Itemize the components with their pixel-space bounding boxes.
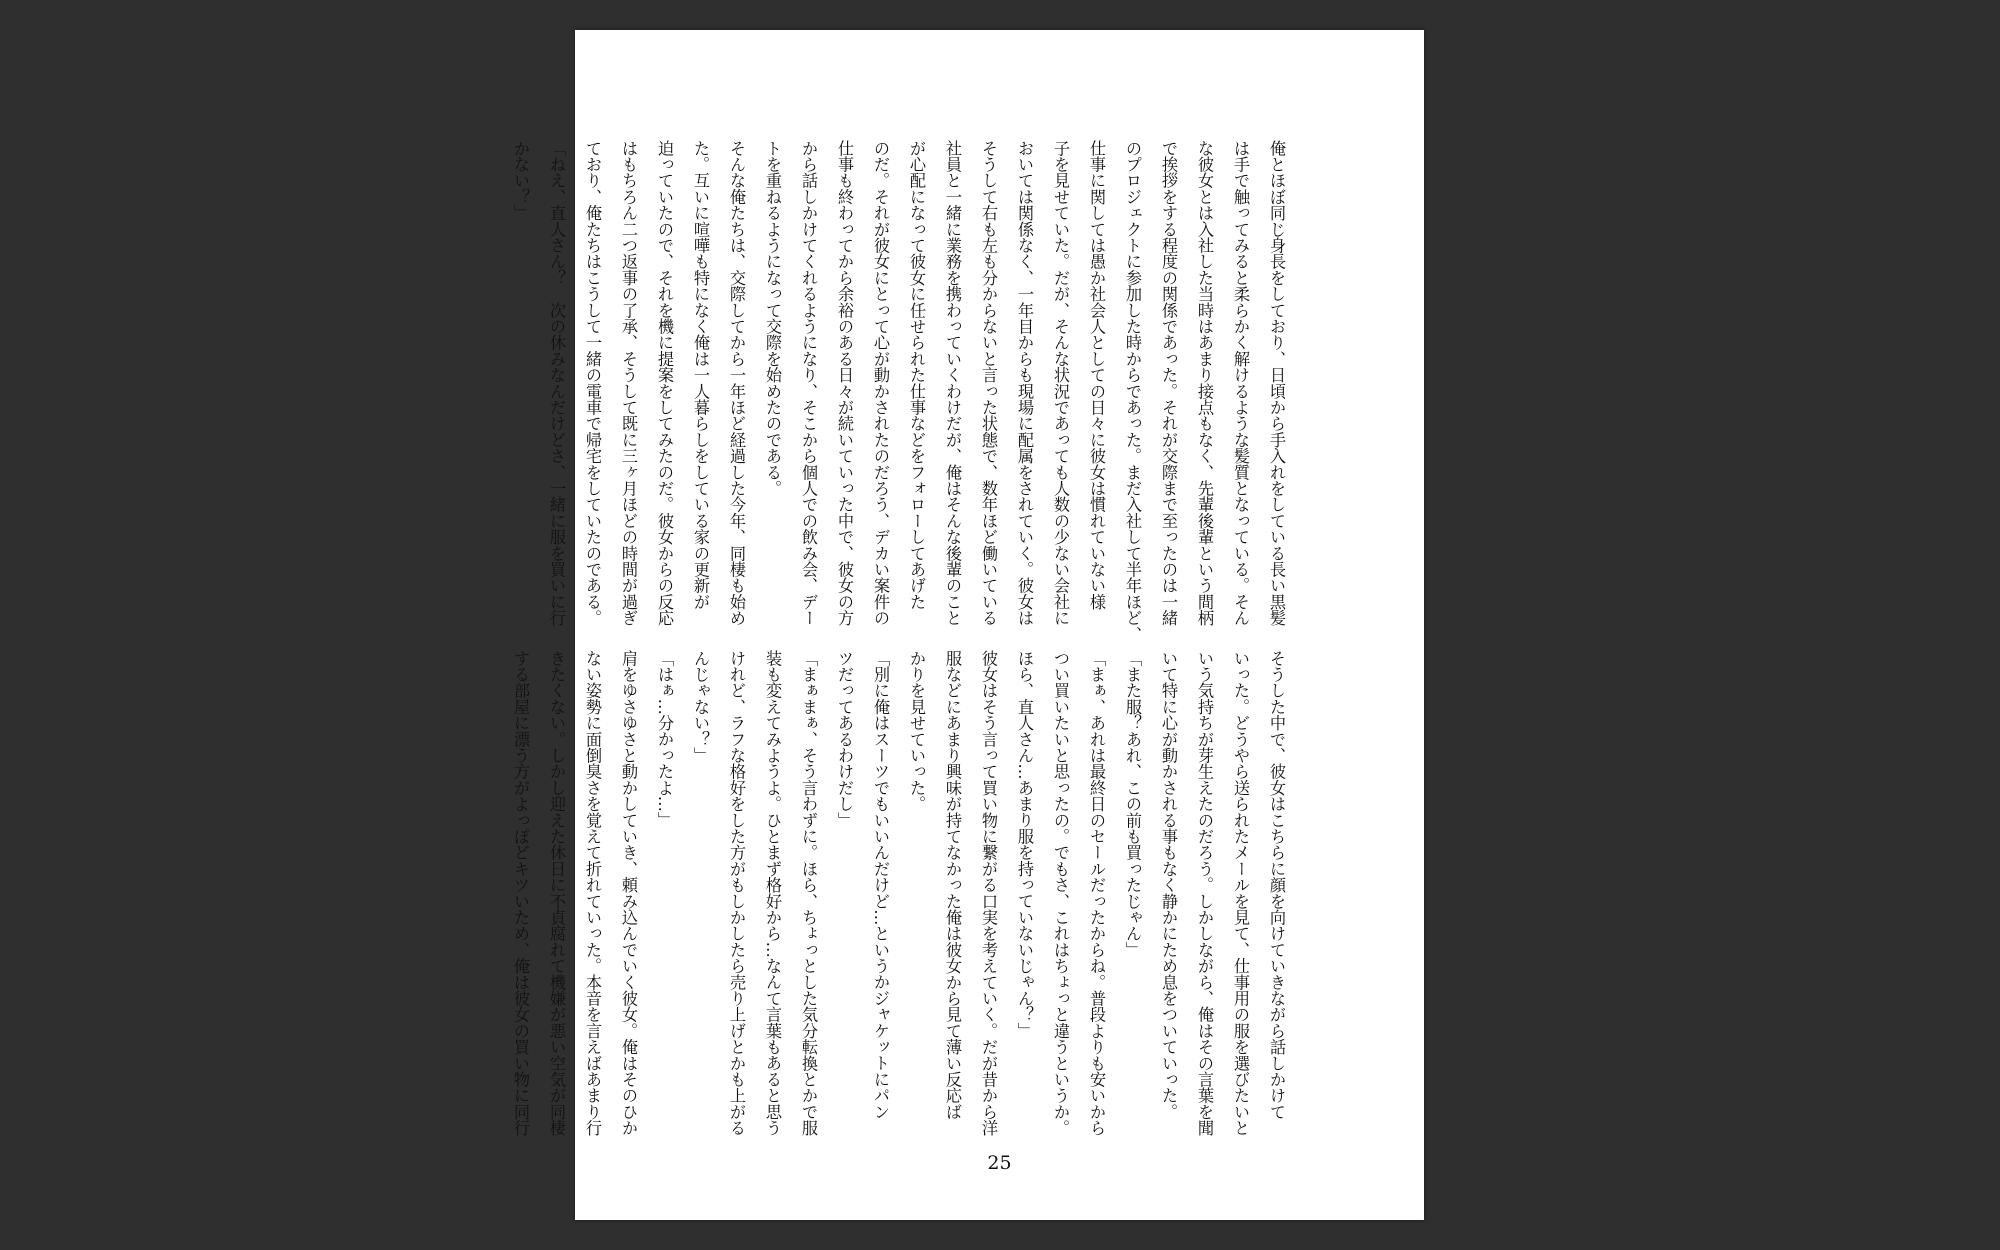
text-column: 俺とほぼ同じ身長をしており、日頃から手入れをしている長い黒髪 xyxy=(1267,140,1286,626)
text-column: 仕事も終わってから余裕のある日々が続いていった中で、彼女の方 xyxy=(835,140,854,626)
text-column: 社員と一緒に業務を携わっていくわけだが、俺はそんな後輩のこと xyxy=(943,140,962,626)
text-column: はもちろん二つ返事の了承、そうして既に三ヶ月ほどの時間が過ぎ xyxy=(619,140,638,626)
text-column: かない？」 xyxy=(511,140,530,221)
text-column: な彼女とは入社した当時はあまり接点もなく、先輩後輩という間柄 xyxy=(1195,140,1214,626)
lower-text-block xyxy=(511,650,1294,1160)
text-column: おいては関係なく、一年目からも現場に配属をされていく。彼女は xyxy=(1015,140,1034,626)
text-column: かりを見せていった。 xyxy=(907,650,926,812)
text-column: そんな俺たちは、交際してから一年ほど経過した今年、同棲も始め xyxy=(727,140,746,626)
text-column: トを重ねるようになって交際を始めたのである。 xyxy=(763,140,782,497)
text-column: 肩をゆさゆさと動かしていき、頼み込んでいく彼女。俺はそのひか xyxy=(619,650,638,1136)
text-column: ツだってあるわけだし」 xyxy=(835,650,854,829)
text-column: 「はぁ…分かったよ…」 xyxy=(655,650,674,829)
text-column: けれど、ラフな格好をした方がもしかしたら売り上げとかも上がる xyxy=(727,650,746,1136)
text-column: んじゃない？」 xyxy=(691,650,710,764)
text-column: 迫っていたので、それを機に提案をしてみたのだ。彼女からの反応 xyxy=(655,140,674,626)
page-number: 25 xyxy=(987,1152,1012,1174)
text-column: ほら、直人さん…あまり服を持っていないじゃん？」 xyxy=(1015,650,1034,1039)
text-column: ており、俺たちはこうして一緒の電車で帰宅をしていたのである。 xyxy=(583,140,602,626)
text-column: いう気持ちが芽生えたのだろう。しかしながら、俺はその言葉を聞 xyxy=(1195,650,1214,1136)
text-column: のプロジェクトに参加した時からであった。まだ入社して半年ほど、 xyxy=(1123,140,1142,643)
text-column: いて特に心が動かされる事もなく静かにため息をついていった。 xyxy=(1159,650,1178,1120)
text-column: 仕事に関しては愚か社会人としての日々に彼女は慣れていない様 xyxy=(1087,140,1106,610)
text-column: 彼女はそう言って買い物に繋がる口実を考えていく。だが昔から洋 xyxy=(979,650,998,1136)
text-column: きたくない。しかし迎えた休日に不貞腐れて機嫌が悪い空気が同棲 xyxy=(547,650,566,1136)
document-page xyxy=(511,30,1424,1220)
text-column: ない姿勢に面倒臭さを覚えて折れていった。本音を言えばあまり行 xyxy=(583,650,602,1136)
text-column: のだ。それが彼女にとって心が動かされたのだろう、デカい案件の xyxy=(871,140,890,626)
text-column: 服などにあまり興味が持てなかった俺は彼女から見て薄い反応ば xyxy=(943,650,962,1120)
text-column: 「また服？あれ、この前も買ったじゃん」 xyxy=(1123,650,1142,958)
text-column: 「まぁまぁ、そう言わずに。ほら、ちょっとした気分転換とかで服 xyxy=(799,650,818,1136)
text-column: 「まぁ、あれは最終日のセールだったからね。普段よりも安いから xyxy=(1087,650,1106,1136)
text-column: 「ねえ、直人さん？ 次の休みなんだけどさ、一緒に服を買いに行 xyxy=(547,140,566,626)
text-column: する部屋に漂う方がよっぽどキツいため、俺は彼女の買い物に同行 xyxy=(511,650,530,1136)
text-column: そうした中で、彼女はこちらに顔を向けていきながら話しかけて xyxy=(1267,650,1286,1120)
text-column: で挨拶をする程度の関係であった。それが交際まで至ったのは一緒 xyxy=(1159,140,1178,626)
text-column: が心配になって彼女に任せられた仕事などをフォローしてあげた xyxy=(907,140,926,610)
upper-text-block xyxy=(511,140,1294,650)
text-column: 「別に俺はスーツでもいいんだけど…というかジャケットにパン xyxy=(871,650,890,1120)
text-column: そうして右も左も分からないと言った状態で、数年ほど働いている xyxy=(979,140,998,626)
text-column: は手で触ってみると柔らかく解けるような髪質となっている。そん xyxy=(1231,140,1250,626)
text-column: いった。どうやら送られたメールを見て、仕事用の服を選びたいと xyxy=(1231,650,1250,1136)
text-column: た。互いに喧嘩も特になく俺は一人暮らしをしている家の更新が xyxy=(691,140,710,610)
text-column: 装も変えてみようよ。ひとまず格好から…なんて言葉もあると思う xyxy=(763,650,782,1136)
text-column: から話しかけてくれるようになり、そこから個人での飲み会、デー xyxy=(799,140,818,626)
text-column: つい買いたいと思ったの。でもさ、これはちょっと違うというか。 xyxy=(1051,650,1070,1136)
text-column: 子を見せていた。だが、そんな状況であっても人数の少ない会社に xyxy=(1051,140,1070,626)
